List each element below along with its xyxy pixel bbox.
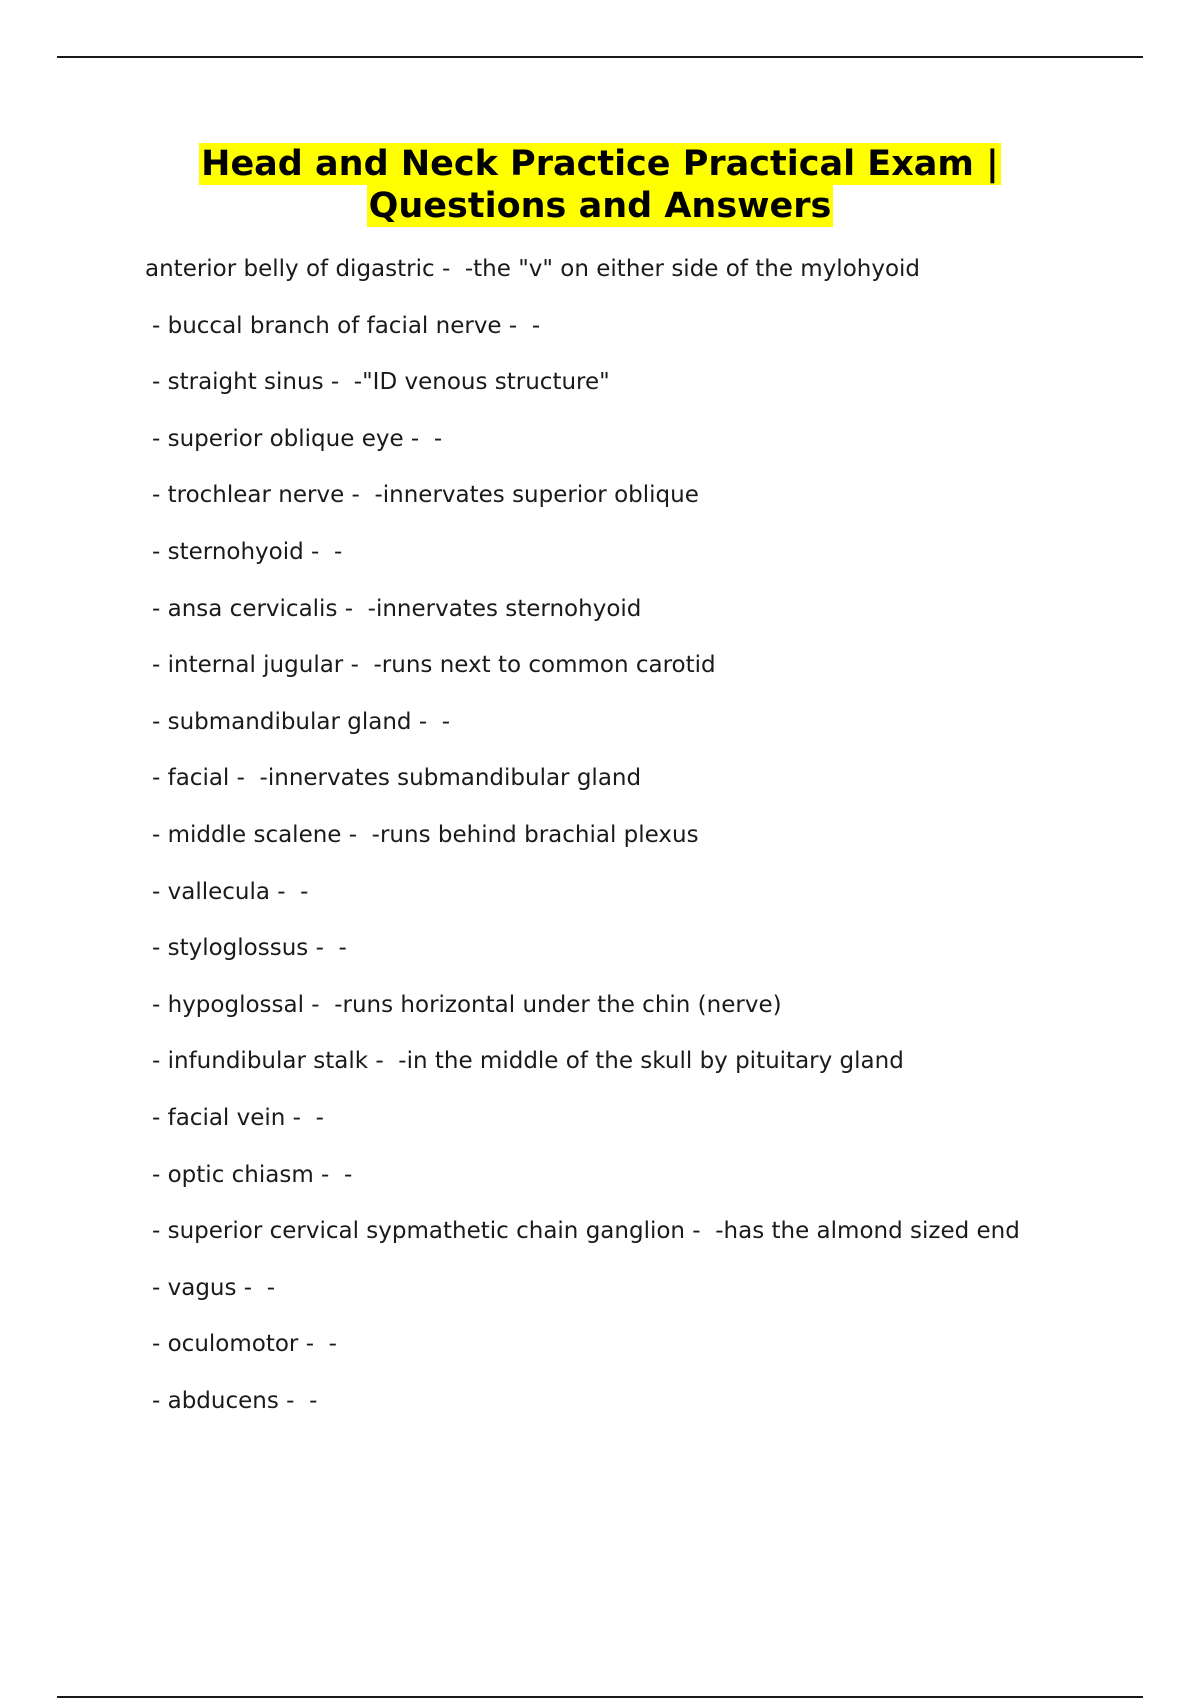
list-item: - vagus - - <box>152 1274 276 1301</box>
list-item: - superior cervical sypmathetic chain ganglion - -has the almond sized end <box>152 1218 1020 1245</box>
list-item: - hypoglossal - -runs horizontal under the chin (nerve) <box>152 991 782 1018</box>
list-item: - facial - -innervates submandibular gland <box>152 765 642 792</box>
list-item: - straight sinus - -"ID venous structure" <box>152 369 610 396</box>
list-item: - abducens - - <box>152 1387 318 1414</box>
document-title <box>0 143 1200 227</box>
list-item: - styloglossus - - <box>152 935 347 962</box>
list-item: - submandibular gland - - <box>152 708 451 735</box>
list-item: - facial vein - - <box>152 1104 324 1131</box>
entry-list <box>145 254 1145 1442</box>
list-item: - optic chiasm - - <box>152 1161 353 1188</box>
list-item: - middle scalene - -runs behind brachial plexus <box>152 821 699 848</box>
bottom-rule <box>57 1696 1143 1698</box>
list-item: anterior belly of digastric - -the "v" on either side of the mylohyoid <box>145 256 921 282</box>
title-line-1: Head and Neck Practice Practical Exam | <box>201 144 999 184</box>
list-item: - vallecula - - <box>152 878 309 905</box>
title-line-2: Questions and Answers <box>368 186 832 226</box>
list-item: - internal jugular - -runs next to common carotid <box>152 652 716 679</box>
list-item: - infundibular stalk - -in the middle of the skull by pituitary gland <box>152 1048 904 1075</box>
list-item: - ansa cervicalis - -innervates sternohyoid <box>152 595 642 622</box>
list-item: - oculomotor - - <box>152 1331 337 1358</box>
list-item: - buccal branch of facial nerve - - <box>152 312 541 339</box>
top-rule <box>57 56 1143 58</box>
list-item: - superior oblique eye - - <box>152 425 443 452</box>
list-item: - trochlear nerve - -innervates superior oblique <box>152 482 699 509</box>
list-item: - sternohyoid - - <box>152 538 343 565</box>
